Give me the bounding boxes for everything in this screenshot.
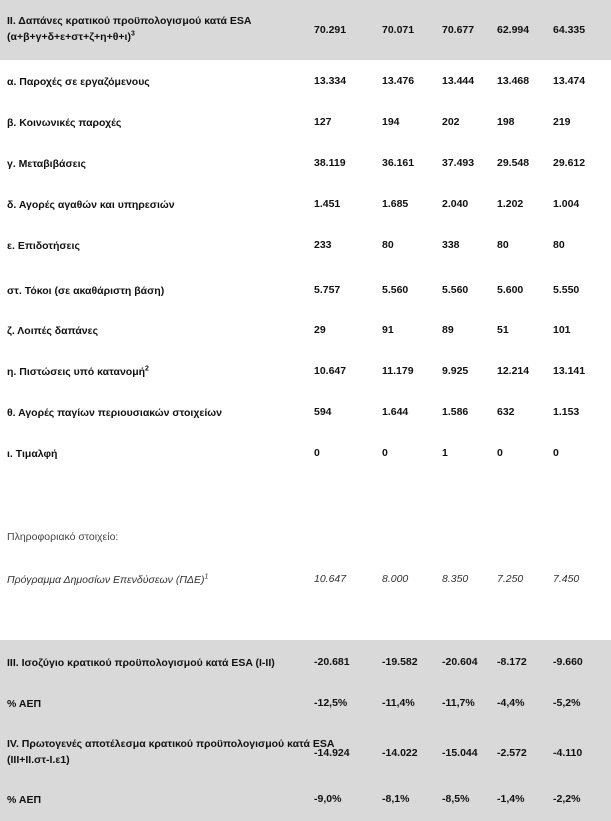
value-cell: -1,4% — [497, 793, 525, 805]
row-label-formula: (ΙΙΙ+ΙΙ.στ-Ι.ε1) — [7, 754, 70, 766]
value-cell: 70.677 — [442, 24, 475, 36]
value-cell: -2,2% — [553, 793, 581, 805]
value-cell: 70.071 — [382, 24, 415, 36]
row-label: ι. Τιμαλφή — [7, 448, 58, 460]
value-cell: -14.022 — [382, 747, 418, 759]
value-cell: 62.994 — [497, 24, 530, 36]
value-cell: 80 — [553, 239, 565, 251]
value-cell: -5,2% — [553, 697, 581, 709]
row-label: ΙΙΙ. Ισοζύγιο κρατικού προϋπολογισμού κατά ESA (Ι-ΙΙ) — [7, 657, 275, 669]
value-cell: 0 — [553, 447, 559, 459]
value-cell: -2.572 — [497, 747, 527, 759]
value-cell: -14.924 — [314, 747, 350, 759]
value-cell: 233 — [314, 239, 332, 251]
value-cell: 1.202 — [497, 198, 524, 210]
value-cell: 198 — [497, 116, 515, 128]
value-cell: 80 — [382, 239, 394, 251]
row-label: Πρόγραμμα Δημοσίων Επενδύσεων $(\Pi\Delta E)^1$ — [7, 573, 209, 586]
row-label-formula: $(\alpha+\beta+\gamma+\delta+\varepsilon+\sigma\tau+\zeta+\eta+\theta+\iota)^3$ — [7, 30, 135, 43]
row-label: η. Πιστώσεις υπό κατανομή$^2$ — [7, 365, 149, 378]
value-cell: -4.110 — [553, 747, 583, 759]
value-cell: 5.560 — [382, 284, 409, 296]
value-cell: -8.172 — [497, 656, 527, 668]
value-cell: 8.350 — [442, 573, 469, 585]
value-cell: -12,5% — [314, 697, 348, 709]
value-cell: 219 — [553, 116, 571, 128]
value-cell: 0 — [497, 447, 503, 459]
value-cell: 10.647 — [314, 365, 347, 377]
value-cell: 1.004 — [553, 198, 580, 210]
value-cell: 1.644 — [382, 406, 409, 418]
value-cell: 38.119 — [314, 157, 346, 169]
row-label: θ. Αγορές παγίων περιουσιακών στοιχείων — [7, 407, 222, 419]
value-cell: 1.685 — [382, 198, 409, 210]
value-cell: 36.161 — [382, 157, 415, 169]
value-cell: 632 — [497, 406, 515, 418]
row-label: β. Κοινωνικές παροχές — [7, 117, 122, 129]
value-cell: 51 — [497, 324, 509, 336]
row-label: ΙΙ. Δαπάνες κρατικού προϋπολογισμού κατά ESA — [7, 15, 252, 27]
value-cell: 10.647 — [314, 573, 347, 585]
row-label: ΙV. Πρωτογενές αποτέλεσμα κρατικού προϋπολογισμού κατά ESA — [7, 738, 335, 750]
value-cell: 1 — [442, 447, 448, 459]
value-cell: 5.560 — [442, 284, 469, 296]
value-cell: 0 — [382, 447, 388, 459]
row-label: % ΑΕΠ — [7, 698, 42, 710]
row-label: στ. Τόκοι (σε ακαθάριστη βάση) — [7, 285, 165, 297]
value-cell: 70.291 — [314, 24, 347, 36]
value-cell: 80 — [497, 239, 509, 251]
value-cell: 338 — [442, 239, 460, 251]
value-cell: 29 — [314, 324, 326, 336]
value-cell: -11,4% — [382, 697, 415, 709]
row-label: % ΑΕΠ — [7, 794, 42, 806]
value-cell: 91 — [382, 324, 394, 336]
value-cell: 1.153 — [553, 406, 580, 418]
value-cell: 89 — [442, 324, 454, 336]
row-label: α. Παροχές σε εργαζόμενους — [7, 76, 150, 88]
value-cell: 7.450 — [553, 573, 580, 585]
value-cell: 1.586 — [442, 406, 469, 418]
value-cell: 13.468 — [497, 75, 530, 87]
row-label: ζ. Λοιπές δαπάνες — [7, 325, 99, 337]
value-cell: 12.214 — [497, 365, 530, 377]
memo-heading: Πληροφοριακό στοιχείο: — [7, 531, 119, 543]
row-label: γ. Μεταβιβάσεις — [7, 158, 86, 170]
value-cell: -4,4% — [497, 697, 525, 709]
value-cell: 2.040 — [442, 198, 469, 210]
value-cell: -8,1% — [382, 793, 410, 805]
value-cell: 13.141 — [553, 365, 586, 377]
row-label: δ. Αγορές αγαθών και υπηρεσιών — [7, 199, 175, 211]
value-cell: 202 — [442, 116, 460, 128]
value-cell: 29.612 — [553, 157, 586, 169]
value-cell: -11,7% — [442, 697, 475, 709]
value-cell: 5.757 — [314, 284, 341, 296]
value-cell: -9,0% — [314, 793, 342, 805]
value-cell: 0 — [314, 447, 320, 459]
value-cell: -20.681 — [314, 656, 350, 668]
value-cell: 101 — [553, 324, 571, 336]
value-cell: 7.250 — [497, 573, 524, 585]
value-cell: -9.660 — [553, 656, 583, 668]
value-cell: 127 — [314, 116, 332, 128]
value-cell: 11.179 — [382, 365, 414, 377]
value-cell: 5.600 — [497, 284, 524, 296]
value-cell: -20.604 — [442, 656, 478, 668]
value-cell: 29.548 — [497, 157, 530, 169]
value-cell: 1.451 — [314, 198, 341, 210]
value-cell: -19.582 — [382, 656, 418, 668]
value-cell: 13.444 — [442, 75, 475, 87]
value-cell: 64.335 — [553, 24, 586, 36]
value-cell: 594 — [314, 406, 332, 418]
value-cell: 5.550 — [553, 284, 580, 296]
value-cell: -15.044 — [442, 747, 478, 759]
value-cell: 13.334 — [314, 75, 347, 87]
value-cell: 13.474 — [553, 75, 586, 87]
row-label: ε. Επιδοτήσεις — [7, 240, 80, 252]
value-cell: -8,5% — [442, 793, 470, 805]
value-cell: 13.476 — [382, 75, 415, 87]
value-cell: 8.000 — [382, 573, 409, 585]
value-cell: 9.925 — [442, 365, 469, 377]
value-cell: 37.493 — [442, 157, 475, 169]
value-cell: 194 — [382, 116, 400, 128]
